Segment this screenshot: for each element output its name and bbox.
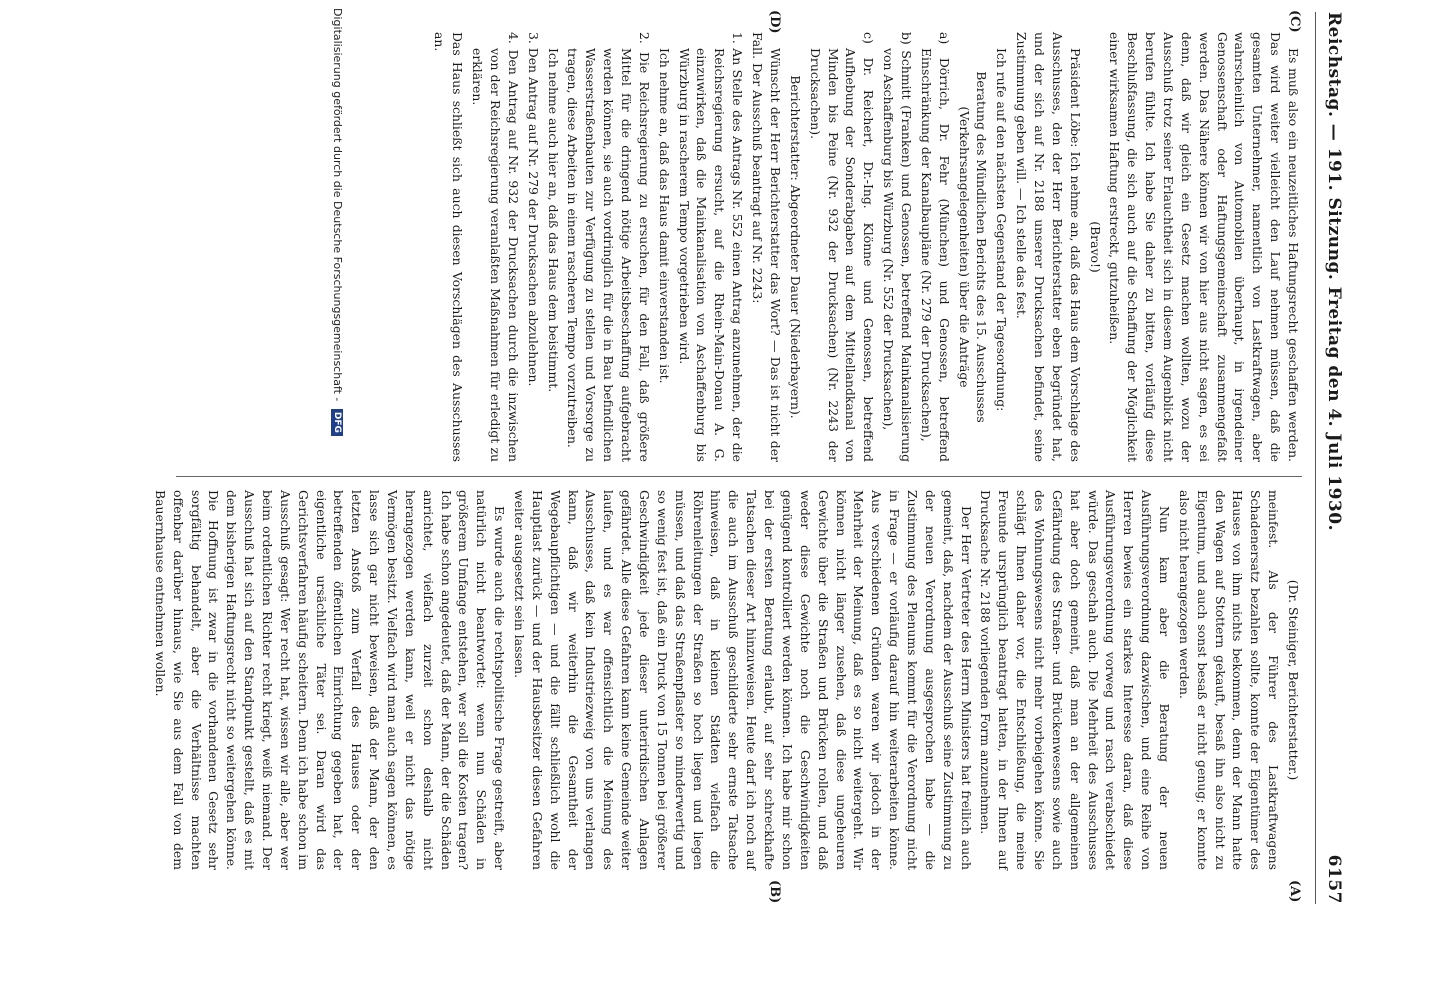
page-header [1315, 12, 1350, 904]
margin-marker-a: (A) [1287, 880, 1302, 903]
interjection: (Bravo!) [1087, 221, 1103, 273]
motion-item-4: 4. Den Antrag auf Nr. 932 der Drucksachen durch die inzwischen von der Reichsregierung veranlaßten Maßnahmen für erledigt zu erklären. [470, 32, 521, 462]
agenda-heading: Beratung des Mündlichen Berichts des 15. Ausschusses (Verkehrsangelegenheiten) über die Anträge [956, 71, 990, 423]
dfg-logo: DFG [331, 409, 343, 436]
scanned-page [100, 0, 1350, 1000]
paragraph: Ich nehme an, daß das Haus damit einverstanden ist. [656, 48, 672, 384]
motion-item-3: 3. Den Antrag auf Nr. 279 der Drucksachen abzulehnen. [525, 32, 541, 387]
paragraph: Es muß also ein neuzeitliches Haftungsrecht geschaffen werden. Das wird weiter vielleicht den Lauf nehmen müssen, daß die gesamten Unternehmer, namentlich von Lastkraftwagen, aber wahrscheinlich von Automobilen überhaupt, in irgendeiner Genossenschaft oder Haftungsgemeinschaft zusammengefaßt werden. Das Nähere können wir von hier aus nicht sagen, es sei denn, daß wir gleich ein Gesetz machen wollten, wozu der Ausschuß trotz seiner Erlauchtheit sich in diesem Augenblick nicht berufen fühlte. Ich habe Sie daher zu bitten, vorläufig diese Beschlußfassung, die sich auch auf die Schaffung der Möglichkeit einer wirksamen Haftung erstreckt, gutzuheißen. [1107, 32, 1301, 462]
agenda-item-c: c) Dr. Reichert, Dr.-Ing. Klönne und Genossen, betreffend Aufhebung der Sonderabgaben auf dem Mittellandkanal von Minden bis Peine (Nr. 932 der Drucksachen) (Nr. 2243 der Drucksachen). [807, 32, 877, 462]
paragraph: Präsident Löbe: Ich nehme an, daß das Haus dem Vorschlage des Ausschusses, den der Herr Berichterstatter eben begründet hat, und der sich auf Nr. 2188 unserer Drucksachen befindet, seine Zustimmung geben will. — Ich stelle das fest. [1014, 32, 1083, 462]
motion-item-1: 1. An Stelle des Antrags Nr. 552 einen Antrag anzunehmen, der die Reichsregierung ersucht, auf die Rhein-Main-Donau A. G. einzuwirken, daß die Mainkanalisation von Aschaffenburg bis Würzburg in rascherem Tempo vorgetrieben wird. [676, 32, 746, 462]
rapporteur-line: Berichterstatter: Abgeordneter Dauer (Niederbayern). [787, 75, 803, 419]
digitization-footer [331, 8, 344, 1008]
paragraph: Ich nehme auch hier an, daß das Haus dem beistimmt. [545, 48, 561, 393]
paragraph: Nun kam aber die Beratung der neuen Ausführungsverordnung dazwischen, und eine Reihe von Herren bewies ein starkes Interesse daran, daß diese Ausführungsverordnung vorweg und rasch verabschiedet würde. Das geschah auch. Die Mehrheit des Ausschusses hat aber doch gemeint, daß man an der allgemeinen Gefährdung des Straßen- und Brückenwesens sowie auch des Wohnungswesens nicht mehr vorbeigehen könne. Sie schlägt Ihnen daher vor, die Entschließung, die meine Freunde ursprünglich beantragt hatten, in der Ihnen auf Drucksache Nr. 2188 vorliegenden Form anzunehmen. [978, 490, 1172, 870]
paragraph: meinfest. Als der Führer des Lastkraftwagens Schadenersatz bezahlen sollte, konnte der Eigentümer des Hauses von ihm nichts bekommen, denn der Mann hatte den Wagen auf Stottern gekauft, besaß ihn also nicht zu Eigentum, und auch sonst besaß er nicht genug; er konnte also nicht herangezogen werden. [1176, 490, 1282, 870]
paragraph: Das Haus schließt sich auch diesen Vorschlägen des Ausschusses an. [432, 32, 466, 462]
agenda-item-a: a) Dörrich, Dr. Fehr (München) und Genossen, betreffend Einschränkung der Kanalbaupläne (Nr. 279 der Drucksachen), [918, 32, 952, 462]
paragraph: Wünscht der Herr Berichterstatter das Wort? — Das ist nicht der Fall. Der Ausschuß beantragt auf Nr. 2243: [750, 32, 783, 462]
margin-marker-d: (D) [767, 10, 782, 34]
paragraph: Ich rufe auf den nächsten Gegenstand der Tagesordnung: [994, 48, 1010, 412]
agenda-item-b: b) Schmitt (Franken) und Genossen, betreffend Mainkanalisierung von Aschaffenburg bis Würzburg (Nr. 552 der Drucksachen), [881, 32, 914, 462]
page-number: 6157 [1324, 854, 1344, 904]
page-title: Reichstag. — 191. Sitzung. Freitag den 4. Juli 1930. [1324, 12, 1344, 531]
column-divider [176, 476, 1302, 477]
paragraph: Der Herr Vertreter des Herrn Ministers hat freilich auch gemeint, daß, nachdem der Ausschuß seine Zustimmung zu der neuen Verordnung ausgesprochen habe — die Zustimmung des Plenums kommt für die Verordnung nicht in Frage — er vorläufig darauf hin weiterarbeiten könne. Aus verschiedenen Gründen waren wir jedoch in der Mehrheit der Meinung, daß es so nicht weitergeht. Wir können nicht länger zusehen, daß diese ungeheuren Gewichte über die Straßen und Brücken rollen, und daß weder diese Gewichte noch die Geschwindigkeiten genügend kontrolliert werden können. Ich habe mir schon bei der ersten Beratung erlaubt, auf sehr schreckhafte Tatsachen dieser Art hinzuweisen. Heute darf ich noch auf die auch im Ausschuß geschilderte sehr ernste Tatsache hinweisen, daß in kleinen Städten vielfach die Röhrenleitungen der Straßen so hoch liegen und liegen müssen, und daß das Straßenpflaster so minderwertig und so wenig fest ist, daß ein Druck von 15 Tonnen bei größerer Geschwindigkeit jede dieser unterirdischen Anlagen gefährdet. Alle diese Gefahren kann keine Gemeinde weiter laufen, und es war offensichtlich die Meinung des Ausschusses, daß kein Industriezweig von uns verlangen kann, daß wir weiterhin die Gesamtheit der Wegebaupflichtigen — und die fällt schließlich wohl die Hauptlast zurück — und der Hausbesitzer diesen Gefahren weiter ausgesetzt sein lassen. [512, 490, 974, 870]
margin-marker-b: (B) [767, 880, 782, 904]
footer-text: Digitalisierung gefördert durch die Deutsche Forschungsgemeinschaft - [331, 8, 344, 402]
margin-marker-c: (C) [1287, 10, 1302, 33]
motion-item-2: 2. Die Reichsregierung zu ersuchen, für den Fall, daß größere Mittel für die dringend nötige Arbeitsbeschaffung aufgebracht werden können, sie auch vordringlich für die in Bau befindlichen Wasserstraßenbauten zur Verfügung zu stellen und Vorsorge zu tragen, diese Arbeiten in einem rascheren Tempo vorzutreiben. [565, 32, 652, 462]
speaker-attribution: (Dr. Steiniger, Berichterstatter.) [1286, 579, 1301, 781]
paragraph: Es wurde auch die rechtspolitische Frage gestreift, aber natürlich nicht beantwortet: wenn nun Schäden in größerem Umfange entstehen, wer soll die Kosten tragen? Ich habe schon angedeutet, daß der Mann, der die Schäden anrichtet, vielfach zurzeit schon deshalb nicht herangezogen werden kann, weil er nicht das nötige Vermögen besitzt. Vielfach wird man auch sagen können, es lasse sich gar nicht beweisen, daß der Mann, der den letzten Anstoß zum Verfall des Hauses oder der betreffenden öffentlichen Einrichtung gegeben hat, der eigentliche ursächliche Täter sei. Daran wird das Gerichtsverfahren häufig scheitern. Denn ich habe schon im Ausschuß gesagt: Wer recht hat, wissen wir alle, aber wer beim ordentlichen Richter recht kriegt, weiß niemand. Der Ausschuß hat sich auf den Standpunkt gestellt, daß es mit dem bisherigen Haftungsrecht nicht so weitergehen könne. Die Hoffnung ist zwar in die vorhandenen Gesetz sehr sorgfältig behandelt, aber die Verhältnisse machten offenbar darüber hinaus, wie Sie aus dem Fall von dem Bauernhause entnehmen wollen. [152, 490, 508, 870]
